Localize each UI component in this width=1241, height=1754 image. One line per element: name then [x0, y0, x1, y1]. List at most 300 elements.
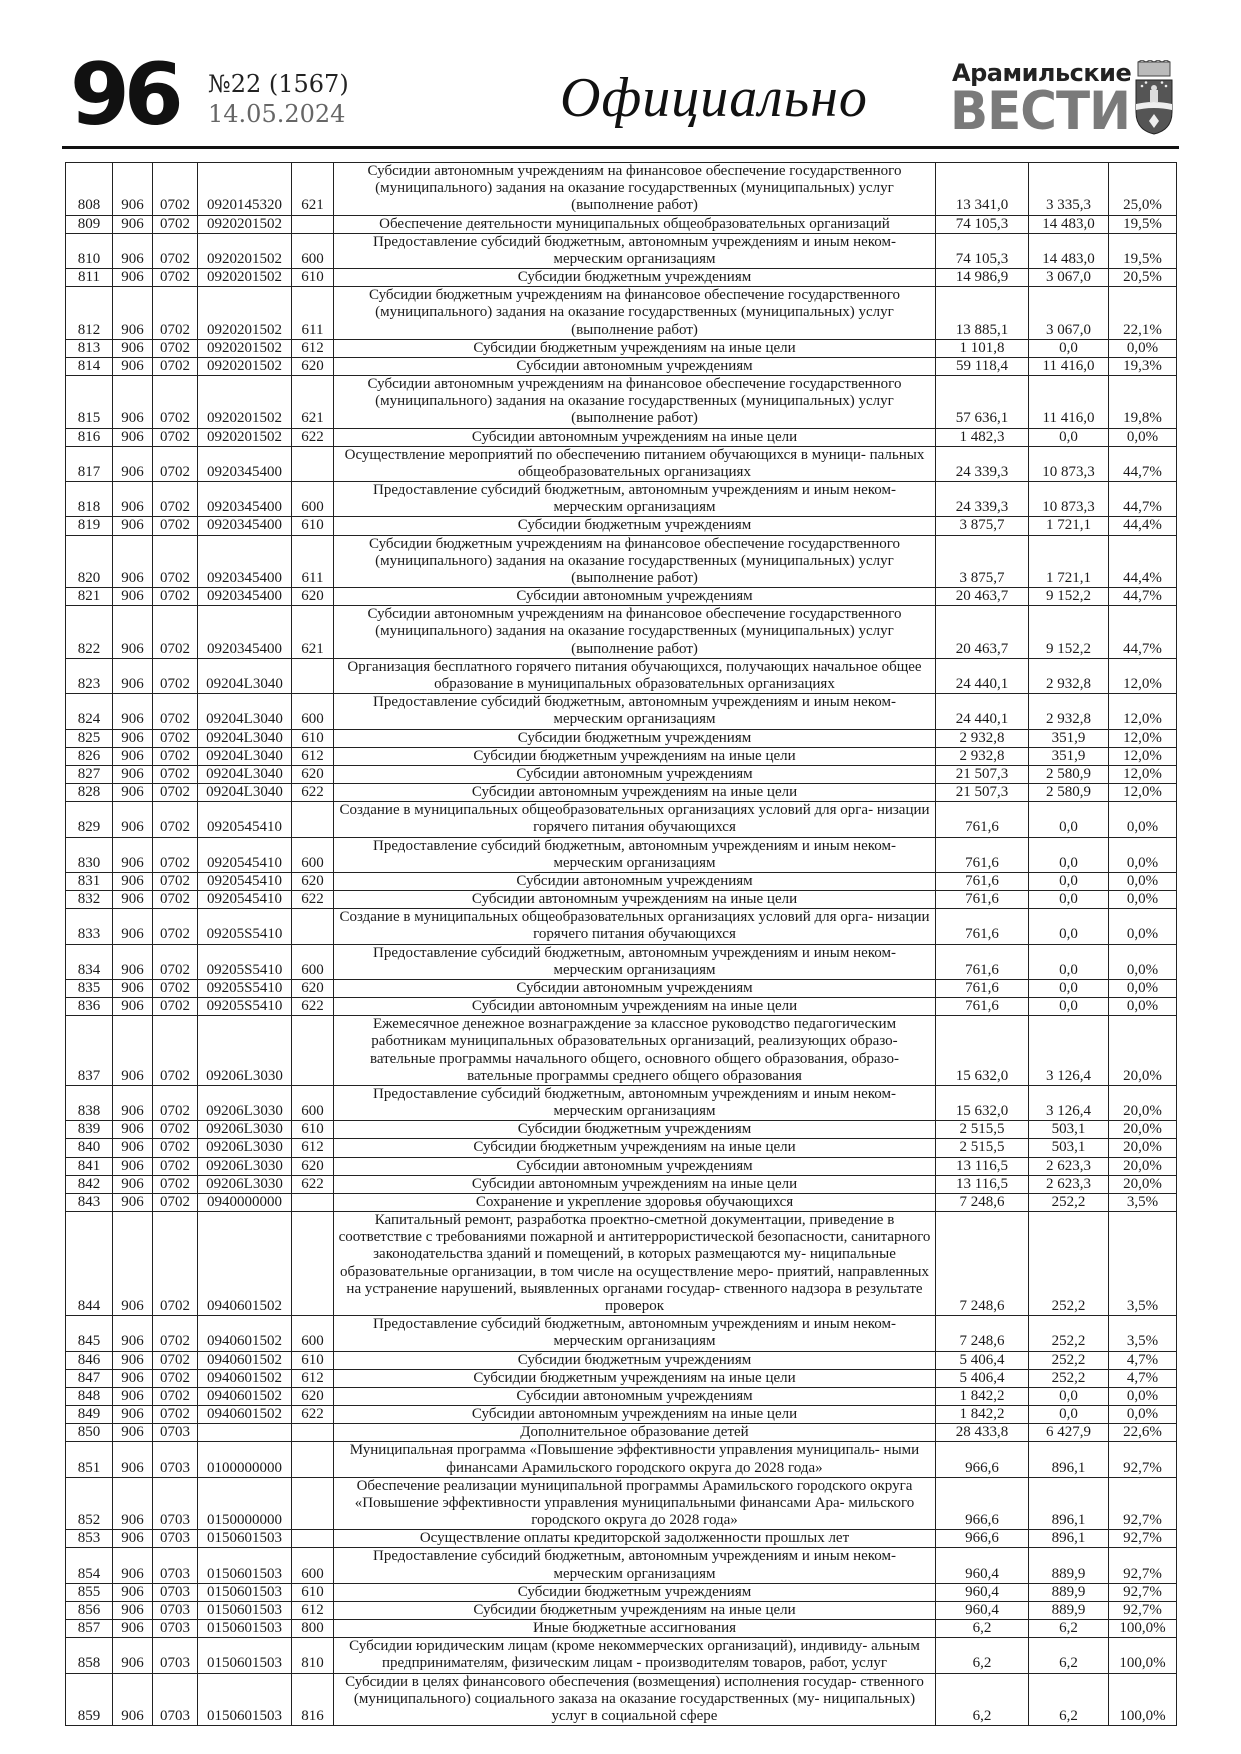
target-article: 0920345400 — [198, 482, 292, 517]
section-title: Официально — [560, 67, 868, 129]
row-number: 857 — [66, 1620, 113, 1638]
grbs-code: 906 — [113, 606, 153, 659]
description: Субсидии бюджетным учреждениям — [334, 517, 936, 535]
grbs-code: 906 — [113, 376, 153, 429]
description: Осуществление мероприятий по обеспечению питанием обучающихся в муници- пальных общеобразовательных организациях — [334, 446, 936, 481]
execution-percent: 0,0% — [1109, 1406, 1177, 1424]
plan-amount: 14 986,9 — [936, 269, 1029, 287]
row-number: 819 — [66, 517, 113, 535]
row-number: 810 — [66, 233, 113, 268]
expense-type: 600 — [292, 482, 334, 517]
executed-amount: 0,0 — [1029, 979, 1109, 997]
row-number: 847 — [66, 1369, 113, 1387]
description: Субсидии бюджетным учреждениям — [334, 1121, 936, 1139]
row-number: 855 — [66, 1583, 113, 1601]
grbs-code: 906 — [113, 1442, 153, 1477]
plan-amount: 7 248,6 — [936, 1212, 1029, 1316]
target-article: 0940000000 — [198, 1193, 292, 1211]
executed-amount: 3 126,4 — [1029, 1016, 1109, 1086]
grbs-code: 906 — [113, 1212, 153, 1316]
grbs-code: 906 — [113, 517, 153, 535]
row-number: 840 — [66, 1139, 113, 1157]
executed-amount: 10 873,3 — [1029, 482, 1109, 517]
execution-percent: 0,0% — [1109, 909, 1177, 944]
execution-percent: 25,0% — [1109, 163, 1177, 216]
row-number: 843 — [66, 1193, 113, 1211]
plan-amount: 59 118,4 — [936, 357, 1029, 375]
description: Субсидии автономным учреждениям на иные цели — [334, 998, 936, 1016]
execution-percent: 0,0% — [1109, 339, 1177, 357]
table-row — [66, 1601, 1177, 1619]
expense-type: 620 — [292, 1157, 334, 1175]
target-article — [198, 1424, 292, 1442]
row-number: 811 — [66, 269, 113, 287]
executed-amount: 10 873,3 — [1029, 446, 1109, 481]
expense-type: 612 — [292, 339, 334, 357]
description: Предоставление субсидий бюджетным, автономным учреждениям и иным неком- мерческим организациям — [334, 837, 936, 872]
description: Ежемесячное денежное вознаграждение за классное руководство педагогическим работникам муниципальных образовательных организаций, реализующих образо- вательные программы начального общего, основного общего образования, образо- вательные программы среднего общего образования — [334, 1016, 936, 1086]
plan-amount: 24 440,1 — [936, 694, 1029, 729]
expense-type: 611 — [292, 287, 334, 340]
row-number: 833 — [66, 909, 113, 944]
description: Субсидии автономным учреждениям на финансовое обеспечение государственного (муниципального) задания на оказание государственных (муниципальных) услуг (выполнение работ) — [334, 606, 936, 659]
section-code: 0702 — [153, 1212, 198, 1316]
executed-amount: 889,9 — [1029, 1548, 1109, 1583]
execution-percent: 12,0% — [1109, 765, 1177, 783]
section-code: 0702 — [153, 517, 198, 535]
row-number: 820 — [66, 535, 113, 588]
description: Субсидии бюджетным учреждениям на иные цели — [334, 1139, 936, 1157]
grbs-code: 906 — [113, 269, 153, 287]
description: Предоставление субсидий бюджетным, автономным учреждениям и иным неком- мерческим организациям — [334, 694, 936, 729]
execution-percent: 19,8% — [1109, 376, 1177, 429]
description: Субсидии автономным учреждениям — [334, 588, 936, 606]
expense-type — [292, 215, 334, 233]
grbs-code: 906 — [113, 765, 153, 783]
target-article: 0920345400 — [198, 606, 292, 659]
target-article: 09204L3040 — [198, 747, 292, 765]
section-code: 0702 — [153, 1016, 198, 1086]
grbs-code: 906 — [113, 1424, 153, 1442]
section-code: 0702 — [153, 482, 198, 517]
execution-percent: 44,4% — [1109, 535, 1177, 588]
grbs-code: 906 — [113, 694, 153, 729]
table-row — [66, 979, 1177, 997]
description: Субсидии автономным учреждениям на иные цели — [334, 428, 936, 446]
executed-amount: 3 067,0 — [1029, 269, 1109, 287]
table-row — [66, 1139, 1177, 1157]
executed-amount: 0,0 — [1029, 998, 1109, 1016]
execution-percent: 19,3% — [1109, 357, 1177, 375]
grbs-code: 906 — [113, 1316, 153, 1351]
plan-amount: 21 507,3 — [936, 784, 1029, 802]
row-number: 823 — [66, 658, 113, 693]
section-code: 0702 — [153, 1139, 198, 1157]
section-code: 0703 — [153, 1638, 198, 1673]
plan-amount: 761,6 — [936, 909, 1029, 944]
description: Осуществление оплаты кредиторской задолженности прошлых лет — [334, 1530, 936, 1548]
section-code: 0703 — [153, 1601, 198, 1619]
execution-percent: 44,7% — [1109, 588, 1177, 606]
table-row — [66, 215, 1177, 233]
issue-number: №22 (1567) — [208, 70, 349, 98]
row-number: 844 — [66, 1212, 113, 1316]
target-article: 0920201502 — [198, 269, 292, 287]
plan-amount: 960,4 — [936, 1601, 1029, 1619]
execution-percent: 12,0% — [1109, 747, 1177, 765]
description: Субсидии автономным учреждениям на иные цели — [334, 891, 936, 909]
plan-amount: 13 885,1 — [936, 287, 1029, 340]
issue-date: 14.05.2024 — [208, 100, 346, 128]
grbs-code: 906 — [113, 233, 153, 268]
target-article: 09206L3030 — [198, 1175, 292, 1193]
grbs-code: 906 — [113, 1477, 153, 1530]
expense-type: 621 — [292, 163, 334, 216]
row-number: 846 — [66, 1351, 113, 1369]
target-article: 0920345400 — [198, 588, 292, 606]
row-number: 845 — [66, 1316, 113, 1351]
executed-amount: 3 126,4 — [1029, 1085, 1109, 1120]
plan-amount: 24 339,3 — [936, 446, 1029, 481]
row-number: 808 — [66, 163, 113, 216]
grbs-code: 906 — [113, 1121, 153, 1139]
section-code: 0702 — [153, 287, 198, 340]
executed-amount: 2 932,8 — [1029, 658, 1109, 693]
masthead — [0, 0, 1241, 160]
section-code: 0702 — [153, 747, 198, 765]
grbs-code: 906 — [113, 1085, 153, 1120]
description: Сохранение и укрепление здоровья обучающихся — [334, 1193, 936, 1211]
description: Субсидии бюджетным учреждениям на иные цели — [334, 1369, 936, 1387]
expense-type: 622 — [292, 1175, 334, 1193]
execution-percent: 20,0% — [1109, 1157, 1177, 1175]
table-row — [66, 1424, 1177, 1442]
expense-type — [292, 1442, 334, 1477]
expense-type: 600 — [292, 837, 334, 872]
target-article: 09204L3040 — [198, 658, 292, 693]
plan-amount: 5 406,4 — [936, 1369, 1029, 1387]
grbs-code: 906 — [113, 1157, 153, 1175]
grbs-code: 906 — [113, 837, 153, 872]
row-number: 828 — [66, 784, 113, 802]
table-row — [66, 269, 1177, 287]
description: Обеспечение деятельности муниципальных общеобразовательных организаций — [334, 215, 936, 233]
section-code: 0702 — [153, 998, 198, 1016]
expense-type: 620 — [292, 357, 334, 375]
row-number: 817 — [66, 446, 113, 481]
expense-type: 620 — [292, 979, 334, 997]
grbs-code: 906 — [113, 1583, 153, 1601]
row-number: 825 — [66, 729, 113, 747]
row-number: 814 — [66, 357, 113, 375]
execution-percent: 19,5% — [1109, 233, 1177, 268]
executed-amount: 896,1 — [1029, 1442, 1109, 1477]
section-code: 0702 — [153, 163, 198, 216]
grbs-code: 906 — [113, 1638, 153, 1673]
plan-amount: 960,4 — [936, 1548, 1029, 1583]
expense-type — [292, 1424, 334, 1442]
table-row — [66, 1442, 1177, 1477]
table-row — [66, 872, 1177, 890]
expense-type — [292, 1477, 334, 1530]
execution-percent: 100,0% — [1109, 1620, 1177, 1638]
plan-amount: 960,4 — [936, 1583, 1029, 1601]
target-article: 09206L3030 — [198, 1157, 292, 1175]
plan-amount: 2 932,8 — [936, 747, 1029, 765]
table-row — [66, 1175, 1177, 1193]
grbs-code: 906 — [113, 163, 153, 216]
row-number: 826 — [66, 747, 113, 765]
expense-type: 620 — [292, 588, 334, 606]
target-article: 0150601503 — [198, 1620, 292, 1638]
plan-amount: 761,6 — [936, 944, 1029, 979]
table-row — [66, 428, 1177, 446]
row-number: 858 — [66, 1638, 113, 1673]
section-code: 0702 — [153, 658, 198, 693]
executed-amount: 11 416,0 — [1029, 376, 1109, 429]
description: Субсидии автономным учреждениям на иные цели — [334, 1175, 936, 1193]
plan-amount: 5 406,4 — [936, 1351, 1029, 1369]
target-article: 09206L3030 — [198, 1016, 292, 1086]
row-number: 842 — [66, 1175, 113, 1193]
expense-type: 600 — [292, 944, 334, 979]
plan-amount: 15 632,0 — [936, 1016, 1029, 1086]
executed-amount: 503,1 — [1029, 1139, 1109, 1157]
execution-percent: 4,7% — [1109, 1369, 1177, 1387]
row-number: 829 — [66, 802, 113, 837]
section-code: 0702 — [153, 339, 198, 357]
executed-amount: 889,9 — [1029, 1601, 1109, 1619]
target-article: 0940601502 — [198, 1351, 292, 1369]
expense-type: 621 — [292, 606, 334, 659]
execution-percent: 100,0% — [1109, 1638, 1177, 1673]
section-code: 0703 — [153, 1583, 198, 1601]
plan-amount: 21 507,3 — [936, 765, 1029, 783]
expense-type: 610 — [292, 1351, 334, 1369]
plan-amount: 761,6 — [936, 837, 1029, 872]
table-row — [66, 535, 1177, 588]
target-article: 09204L3040 — [198, 784, 292, 802]
execution-percent: 4,7% — [1109, 1351, 1177, 1369]
description: Предоставление субсидий бюджетным, автономным учреждениям и иным неком- мерческим организациям — [334, 944, 936, 979]
newspaper-logo-main: ВЕСТИ — [950, 80, 1130, 142]
page-number: 96 — [70, 45, 178, 145]
plan-amount: 74 105,3 — [936, 233, 1029, 268]
section-code: 0703 — [153, 1424, 198, 1442]
expense-type: 600 — [292, 1316, 334, 1351]
execution-percent: 0,0% — [1109, 891, 1177, 909]
table-row — [66, 802, 1177, 837]
description: Субсидии бюджетным учреждениям на иные цели — [334, 339, 936, 357]
description: Субсидии автономным учреждениям на финансовое обеспечение государственного (муниципального) задания на оказание государственных (муниципальных) услуг (выполнение работ) — [334, 376, 936, 429]
grbs-code: 906 — [113, 215, 153, 233]
description: Предоставление субсидий бюджетным, автономным учреждениям и иным неком- мерческим организациям — [334, 1548, 936, 1583]
target-article: 0920201502 — [198, 376, 292, 429]
execution-percent: 100,0% — [1109, 1673, 1177, 1726]
table-row — [66, 1530, 1177, 1548]
section-code: 0703 — [153, 1548, 198, 1583]
plan-amount: 966,6 — [936, 1530, 1029, 1548]
executed-amount: 9 152,2 — [1029, 588, 1109, 606]
table-row — [66, 1477, 1177, 1530]
expense-type — [292, 1212, 334, 1316]
target-article: 09204L3040 — [198, 765, 292, 783]
table-row — [66, 1085, 1177, 1120]
execution-percent: 0,0% — [1109, 998, 1177, 1016]
row-number: 816 — [66, 428, 113, 446]
row-number: 818 — [66, 482, 113, 517]
row-number: 849 — [66, 1406, 113, 1424]
execution-percent: 44,7% — [1109, 606, 1177, 659]
description: Субсидии бюджетным учреждениям на финансовое обеспечение государственного (муниципального) задания на оказание государственных (муниципальных) услуг (выполнение работ) — [334, 287, 936, 340]
execution-percent: 0,0% — [1109, 837, 1177, 872]
expense-type — [292, 1193, 334, 1211]
section-code: 0702 — [153, 1369, 198, 1387]
header-rule — [62, 146, 1179, 149]
section-code: 0702 — [153, 729, 198, 747]
executed-amount: 0,0 — [1029, 909, 1109, 944]
target-article: 0150601503 — [198, 1530, 292, 1548]
section-code: 0702 — [153, 588, 198, 606]
section-code: 0702 — [153, 784, 198, 802]
executed-amount: 2 580,9 — [1029, 784, 1109, 802]
execution-percent: 0,0% — [1109, 802, 1177, 837]
execution-percent: 12,0% — [1109, 729, 1177, 747]
target-article: 0920545410 — [198, 802, 292, 837]
table-row — [66, 1157, 1177, 1175]
expense-type — [292, 1016, 334, 1086]
target-article: 0940601502 — [198, 1369, 292, 1387]
plan-amount: 20 463,7 — [936, 606, 1029, 659]
section-code: 0702 — [153, 1406, 198, 1424]
description: Предоставление субсидий бюджетным, автономным учреждениям и иным неком- мерческим организациям — [334, 482, 936, 517]
section-code: 0702 — [153, 909, 198, 944]
table-row — [66, 446, 1177, 481]
plan-amount: 2 515,5 — [936, 1139, 1029, 1157]
expense-type: 800 — [292, 1620, 334, 1638]
executed-amount: 0,0 — [1029, 339, 1109, 357]
description: Субсидии бюджетным учреждениям на иные цели — [334, 1601, 936, 1619]
plan-amount: 13 116,5 — [936, 1175, 1029, 1193]
target-article: 0940601502 — [198, 1387, 292, 1405]
section-code: 0702 — [153, 891, 198, 909]
description: Субсидии в целях финансового обеспечения (возмещения) исполнения государ- ственного (муниципального) социального заказа на оказание государственных (му- ниципальных) услуг в социальной сфере — [334, 1673, 936, 1726]
table-row — [66, 1351, 1177, 1369]
row-number: 835 — [66, 979, 113, 997]
executed-amount: 252,2 — [1029, 1212, 1109, 1316]
execution-percent: 12,0% — [1109, 784, 1177, 802]
expense-type — [292, 802, 334, 837]
executed-amount: 896,1 — [1029, 1530, 1109, 1548]
row-number: 836 — [66, 998, 113, 1016]
description: Субсидии автономным учреждениям — [334, 765, 936, 783]
table-row — [66, 909, 1177, 944]
execution-percent: 22,6% — [1109, 1424, 1177, 1442]
expense-type: 810 — [292, 1638, 334, 1673]
expense-type: 600 — [292, 694, 334, 729]
execution-percent: 92,7% — [1109, 1601, 1177, 1619]
grbs-code: 906 — [113, 1193, 153, 1211]
expense-type: 612 — [292, 747, 334, 765]
plan-amount: 761,6 — [936, 872, 1029, 890]
row-number: 822 — [66, 606, 113, 659]
table-row — [66, 339, 1177, 357]
executed-amount: 11 416,0 — [1029, 357, 1109, 375]
executed-amount: 6 427,9 — [1029, 1424, 1109, 1442]
budget-table — [65, 162, 1177, 1726]
plan-amount: 28 433,8 — [936, 1424, 1029, 1442]
execution-percent: 44,7% — [1109, 482, 1177, 517]
table-row — [66, 729, 1177, 747]
grbs-code: 906 — [113, 729, 153, 747]
table-row — [66, 606, 1177, 659]
description: Субсидии бюджетным учреждениям — [334, 1351, 936, 1369]
target-article: 09204L3040 — [198, 694, 292, 729]
executed-amount: 3 335,3 — [1029, 163, 1109, 216]
execution-percent: 44,4% — [1109, 517, 1177, 535]
description: Обеспечение реализации муниципальной программы Арамильского городского округа «Повышение эффективности управления муниципальными финансами Ара- мильского городского округа до 2028 года» — [334, 1477, 936, 1530]
table-row — [66, 1193, 1177, 1211]
execution-percent: 3,5% — [1109, 1316, 1177, 1351]
executed-amount: 252,2 — [1029, 1193, 1109, 1211]
target-article: 0940601502 — [198, 1406, 292, 1424]
table-row — [66, 1121, 1177, 1139]
plan-amount: 966,6 — [936, 1477, 1029, 1530]
description: Создание в муниципальных общеобразовательных организациях условий для орга- низации горячего питания обучающихся — [334, 909, 936, 944]
executed-amount: 14 483,0 — [1029, 233, 1109, 268]
executed-amount: 889,9 — [1029, 1583, 1109, 1601]
executed-amount: 0,0 — [1029, 1387, 1109, 1405]
plan-amount: 20 463,7 — [936, 588, 1029, 606]
description: Субсидии автономным учреждениям — [334, 979, 936, 997]
plan-amount: 761,6 — [936, 802, 1029, 837]
target-article: 09205S5410 — [198, 944, 292, 979]
row-number: 841 — [66, 1157, 113, 1175]
description: Субсидии бюджетным учреждениям — [334, 729, 936, 747]
grbs-code: 906 — [113, 1406, 153, 1424]
plan-amount: 74 105,3 — [936, 215, 1029, 233]
plan-amount: 24 440,1 — [936, 658, 1029, 693]
table-row — [66, 747, 1177, 765]
expense-type: 600 — [292, 1085, 334, 1120]
target-article: 0940601502 — [198, 1316, 292, 1351]
target-article: 0940601502 — [198, 1212, 292, 1316]
table-row — [66, 1316, 1177, 1351]
table-row — [66, 765, 1177, 783]
plan-amount: 761,6 — [936, 891, 1029, 909]
section-code: 0702 — [153, 446, 198, 481]
target-article: 0920345400 — [198, 446, 292, 481]
expense-type: 620 — [292, 1387, 334, 1405]
grbs-code: 906 — [113, 535, 153, 588]
target-article: 09205S5410 — [198, 909, 292, 944]
target-article: 09205S5410 — [198, 998, 292, 1016]
row-number: 827 — [66, 765, 113, 783]
target-article: 0920201502 — [198, 428, 292, 446]
expense-type — [292, 658, 334, 693]
execution-percent: 3,5% — [1109, 1212, 1177, 1316]
expense-type — [292, 446, 334, 481]
expense-type: 600 — [292, 233, 334, 268]
grbs-code: 906 — [113, 287, 153, 340]
plan-amount: 1 842,2 — [936, 1387, 1029, 1405]
description: Субсидии автономным учреждениям на иные цели — [334, 1406, 936, 1424]
description: Создание в муниципальных общеобразовательных организациях условий для орга- низации горячего питания обучающихся — [334, 802, 936, 837]
section-code: 0702 — [153, 979, 198, 997]
target-article: 0150601503 — [198, 1583, 292, 1601]
plan-amount: 7 248,6 — [936, 1193, 1029, 1211]
section-code: 0702 — [153, 944, 198, 979]
